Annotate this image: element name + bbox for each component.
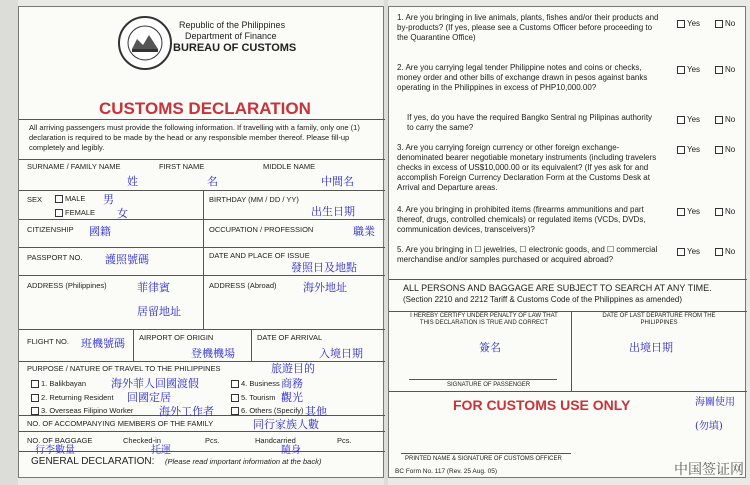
declaration-front: [18, 6, 384, 478]
question-3: 3. Are you carrying foreign currency or other foreign exchange-denominated bearer negotiable monetary instruments (including travelers checks in excess of US$10,000.00 or its equivalent? (If yes ask for and accomplish Foreign Currency Declaration Form at the Customs Desk at Arrival and Departure areas.: [397, 143, 657, 192]
purpose-returning-cn: 回國定居: [127, 391, 171, 404]
q4-yes[interactable]: Yes: [677, 207, 700, 216]
companions-cn: 同行家族人數: [253, 418, 319, 431]
bureau-seal-icon: [117, 15, 173, 71]
purpose-others[interactable]: 6. Others (Specify): [231, 406, 304, 415]
surname-label: SURNAME / FAMILY NAME: [27, 162, 121, 171]
middle-name-label: MIDDLE NAME: [263, 162, 316, 171]
officer-label: PRINTED NAME & SIGNATURE OF CUSTOMS OFFICER: [405, 456, 562, 462]
business-checkbox[interactable]: [231, 380, 239, 388]
flight-cn: 班機號碼: [81, 337, 125, 350]
general-label: GENERAL DECLARATION:: [31, 456, 155, 467]
declaration-questions: [388, 6, 746, 478]
republic-text: Republic of the Philippines: [179, 20, 286, 30]
question-5: 5. Are you bringing in ☐ jewelries, ☐ electronic goods, and ☐ commercial merchandise and/or samples purchased or acquired abroad?: [397, 245, 658, 264]
purpose-cn: 旅遊目的: [271, 362, 315, 375]
pcs-handcarried: Pcs.: [337, 436, 352, 445]
q2b-no[interactable]: No: [715, 115, 735, 124]
female-option[interactable]: FEMALE: [55, 208, 95, 217]
flight-label: FLIGHT NO.: [27, 337, 69, 346]
occupation-cn: 職業: [353, 225, 375, 238]
background-left: [0, 0, 18, 485]
purpose-tourism[interactable]: 5. Tourism: [231, 393, 275, 402]
form-number: BC Form No. 117 (Rev. 25 Aug. 05): [395, 468, 497, 475]
first-name-label: FIRST NAME: [159, 162, 205, 171]
intro-text: All arriving passengers must provide the following information. If travelling with a family, only one (1) declaration is required to be made by the head or any responsible member thereof. Please fill-up completely and legibly.: [29, 123, 360, 152]
companions-label: NO. OF ACCOMPANYING MEMBERS OF THE FAMILY: [27, 419, 214, 428]
purpose-business-cn: 商務: [281, 377, 303, 390]
customs-use-cn2: (勿填): [695, 421, 723, 432]
purpose-balikbayan[interactable]: 1. Balikbayan: [31, 379, 86, 388]
returning-checkbox[interactable]: [31, 394, 39, 402]
female-cn: 女: [117, 207, 128, 220]
q3-yes[interactable]: Yes: [677, 145, 700, 154]
q2b-yes[interactable]: Yes: [677, 115, 700, 124]
question-2-followup: If yes, do you have the required Bangko Sentral ng Pilipinas authority to carry the same?: [407, 113, 653, 132]
address-ab-label: ADDRESS (Abroad): [209, 281, 277, 290]
customs-use-cn: 海關使用: [695, 397, 735, 408]
q1-yes[interactable]: Yes: [677, 19, 700, 28]
origin-label: AIRPORT OF ORIGIN: [139, 333, 214, 342]
address-ph-label: ADDRESS (Philippines): [27, 281, 107, 290]
q4-no[interactable]: No: [715, 207, 735, 216]
departure-label: DATE OF LAST DEPARTURE FROM THE PHILIPPINES: [602, 313, 716, 326]
middle-name-cn: 中間名: [321, 175, 354, 188]
female-checkbox[interactable]: [55, 209, 63, 217]
birthday-label: BIRTHDAY (MM / DD / YY): [209, 195, 299, 204]
customs-use-title: FOR CUSTOMS USE ONLY: [453, 397, 631, 413]
purpose-others-cn: 其他: [305, 405, 327, 418]
search-notice: ALL PERSONS AND BAGGAGE ARE SUBJECT TO SEARCH AT ANY TIME.: [403, 283, 712, 293]
department-text: Department of Finance: [185, 31, 277, 41]
general-note: (Please read important information at the back): [165, 457, 322, 466]
balikbayan-checkbox[interactable]: [31, 380, 39, 388]
q2-no[interactable]: No: [715, 65, 735, 74]
purpose-returning[interactable]: 2. Returning Resident: [31, 393, 114, 402]
birthday-cn: 出生日期: [311, 205, 355, 218]
purpose-label: PURPOSE / NATURE OF TRAVEL TO THE PHILIPPINES: [27, 364, 221, 373]
watermark: 中国签证网: [674, 462, 744, 478]
issue-cn: 發照日及地點: [291, 261, 357, 274]
surname-cn: 姓: [127, 175, 138, 188]
tourism-checkbox[interactable]: [231, 394, 239, 402]
citizenship-label: CITIZENSHIP: [27, 225, 74, 234]
certify-label: I HEREBY CERTIFY UNDER PENALTY OF LAW THAT THIS DECLARATION IS TRUE AND CORRECT: [410, 313, 558, 326]
question-2: 2. Are you carrying legal tender Philippine notes and coins or checks, money order and other bills of exchange drawn in pesos against banks operating in the Philippines in excess of PHP10,000.00?: [397, 63, 648, 92]
departure-cn: 出境日期: [629, 341, 673, 354]
address-ab-cn: 海外地址: [303, 281, 347, 294]
first-name-cn: 名: [207, 175, 218, 188]
male-option[interactable]: MALE: [55, 194, 85, 203]
purpose-balikbayan-cn: 海外菲人回國渡假: [111, 377, 199, 390]
male-checkbox[interactable]: [55, 195, 63, 203]
arrival-cn: 入境日期: [319, 347, 363, 360]
baggage-cn: 行李數量: [35, 445, 75, 456]
q1-no[interactable]: No: [715, 19, 735, 28]
purpose-business[interactable]: 4. Business: [231, 379, 280, 388]
purpose-ofw-cn: 海外工作者: [159, 405, 214, 418]
signature-label: SIGNATURE OF PASSENGER: [447, 382, 531, 388]
q5-no[interactable]: No: [715, 247, 735, 256]
baggage-label: NO. OF BAGGAGE: [27, 436, 93, 445]
issue-label: DATE AND PLACE OF ISSUE: [209, 251, 310, 260]
ofw-checkbox[interactable]: [31, 407, 39, 415]
passport-cn: 護照號碼: [105, 253, 149, 266]
address-ph-cn2: 居留地址: [137, 305, 181, 318]
q2-yes[interactable]: Yes: [677, 65, 700, 74]
purpose-ofw[interactable]: 3. Overseas Filipino Worker: [31, 406, 133, 415]
citizenship-cn: 國籍: [89, 225, 111, 238]
bureau-title: BUREAU OF CUSTOMS: [173, 42, 297, 54]
male-cn: 男: [103, 193, 114, 206]
search-notice-sub: (Section 2210 and 2212 Tariff & Customs Code of the Philippines as amended): [403, 295, 682, 304]
passport-label: PASSPORT NO.: [27, 253, 83, 262]
purpose-tourism-cn: 觀光: [281, 391, 303, 404]
certify-cn: 簽名: [479, 341, 501, 354]
checked-cn: 托運: [151, 445, 171, 456]
arrival-label: DATE OF ARRIVAL: [257, 333, 323, 342]
form-title: CUSTOMS DECLARATION: [99, 99, 311, 118]
question-1: 1. Are you bringing in live animals, plants, fishes and/or their products and by-products? (If yes, please see a Customs Officer before proceeding to the Quarantine Office): [397, 13, 659, 42]
occupation-label: OCCUPATION / PROFESSION: [209, 225, 314, 234]
handcarried-cn: 隨身: [281, 445, 301, 456]
handcarried-label: Handcarried: [255, 436, 296, 445]
sex-label: SEX: [27, 195, 43, 204]
q3-no[interactable]: No: [715, 145, 735, 154]
checked-in-label: Checked-in: [123, 436, 161, 445]
origin-cn: 登機機場: [191, 347, 235, 360]
address-ph-cn1: 菲律賓: [137, 281, 170, 294]
pcs-checked: Pcs.: [205, 436, 220, 445]
question-4: 4. Are you bringing in prohibited items (firearms ammunitions and part thereof, drugs, controlled chemicals) or regulated items (VCDs, DVDs, communication devices, transceivers)?: [397, 205, 646, 234]
q5-yes[interactable]: Yes: [677, 247, 700, 256]
others-checkbox[interactable]: [231, 407, 239, 415]
